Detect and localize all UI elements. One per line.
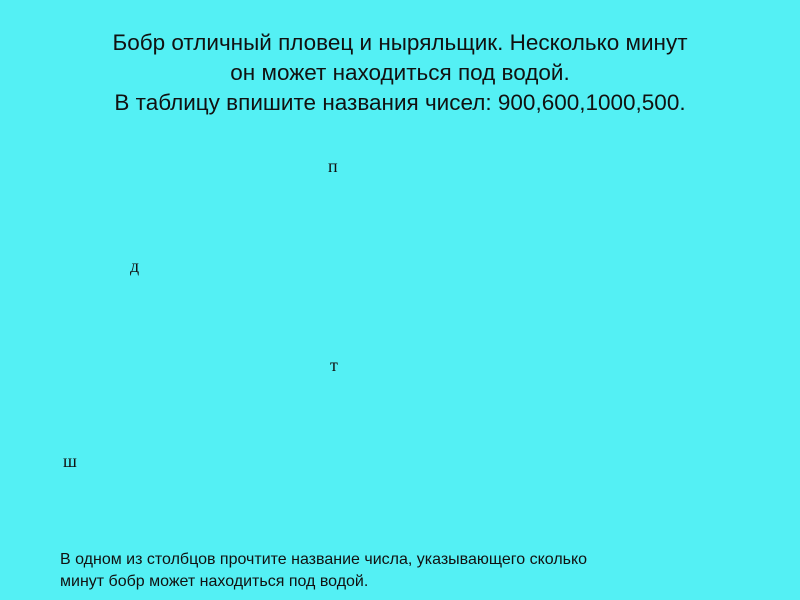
- title-line-2: он может находиться под водой.: [230, 60, 570, 85]
- instruction-line-2: минут бобр может находиться под водой.: [60, 573, 369, 590]
- title-line-3: В таблицу впишите названия чисел: 900,600,1000,500.: [114, 90, 686, 115]
- instruction-line-1: В одном из столбцов прочтите название числа, указывающего сколько: [60, 551, 588, 568]
- title-line-1: Бобр отличный пловец и ныряльщик. Несколько минут: [112, 30, 688, 55]
- letter-p: п: [328, 156, 338, 176]
- letter-d: д: [130, 256, 140, 276]
- instruction-text: [60, 549, 760, 593]
- letter-t: т: [330, 355, 338, 375]
- slide-title: [40, 28, 760, 118]
- letter-sh: ш: [63, 451, 77, 471]
